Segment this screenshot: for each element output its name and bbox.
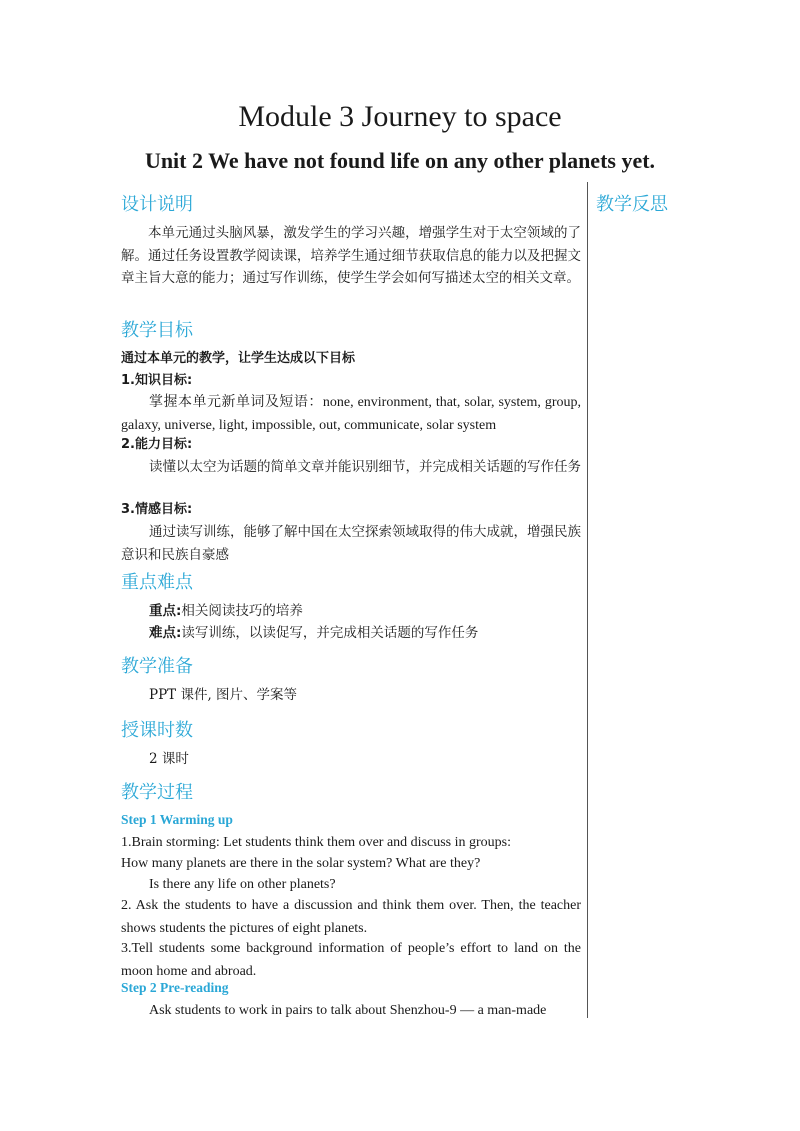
difficult-label: 难点: — [149, 625, 182, 641]
design-text: 本单元通过头脑风暴，激发学生的学习兴趣，增强学生对于太空领域的了解。通过任务设置教学阅读课，培养学生通过细节获取信息的能力以及把握文章主旨大意的能力；通过写作训练，使学生学会如何写描述太空的相关文章。 — [121, 225, 581, 286]
step1-line-2: How many planets are there in the solar system? What are they? — [121, 856, 481, 871]
column-divider — [587, 182, 588, 1018]
reflection-heading: 教学反思 — [596, 194, 668, 215]
step2-line-1: Ask students to work in pairs to talk about Shenzhou-9 — a man-made — [149, 1003, 547, 1018]
hours-text: 2 课时 — [149, 751, 189, 767]
step1-line-4: 2. Ask the students to have a discussion and think them over. Then, the teacher shows students the pictures of eight planets. — [121, 898, 581, 936]
unit-subtitle: Unit 2 We have not found life on any other planets yet. — [144, 148, 656, 173]
difficult-point-line — [121, 622, 581, 645]
key-text: 相关阅读技巧的培养 — [181, 603, 303, 619]
key-label: 重点: — [149, 603, 182, 619]
ability-text: 读懂以太空为话题的简单文章并能识别细节，并完成相关话题的写作任务 — [149, 459, 581, 475]
key-point-line — [121, 600, 581, 623]
knowledge-text: 掌握本单元新单词及短语：none, environment, that, solar, system, group, galaxy, universe, light, impossible, out, communicate, solar system — [121, 395, 581, 433]
ability-label: 2.能力目标: — [121, 437, 193, 452]
emotion-text: 通过读写训练，能够了解中国在太空探索领域取得的伟大成就，增强民族意识和民族自豪感 — [121, 524, 581, 563]
goals-intro: 通过本单元的教学，让学生达成以下目标 — [121, 351, 356, 366]
key-points-heading: 重点难点 — [121, 572, 193, 593]
step1-line-1: 1.Brain storming: Let students think them over and discuss in groups: — [121, 835, 512, 850]
step1-heading: Step 1 Warming up — [121, 812, 233, 827]
difficult-text: 读写训练，以读促写，并完成相关话题的写作任务 — [181, 625, 479, 641]
knowledge-label: 1.知识目标: — [121, 373, 193, 388]
hours-heading: 授课时数 — [121, 720, 193, 741]
step1-line-5: 3.Tell students some background information of people’s effort to land on the moon home and abroad. — [121, 941, 581, 979]
emotion-label: 3.情感目标: — [121, 502, 193, 517]
prep-heading: 教学准备 — [121, 656, 193, 677]
prep-text: PPT 课件, 图片、学案等 — [149, 687, 298, 703]
page-title: Module 3 Journey to space — [238, 100, 562, 133]
step1-line-3: Is there any life on other planets? — [149, 877, 336, 892]
process-heading: 教学过程 — [121, 782, 193, 803]
design-heading: 设计说明 — [121, 194, 193, 215]
goals-heading: 教学目标 — [121, 320, 193, 341]
step2-heading: Step 2 Pre-reading — [121, 980, 229, 995]
